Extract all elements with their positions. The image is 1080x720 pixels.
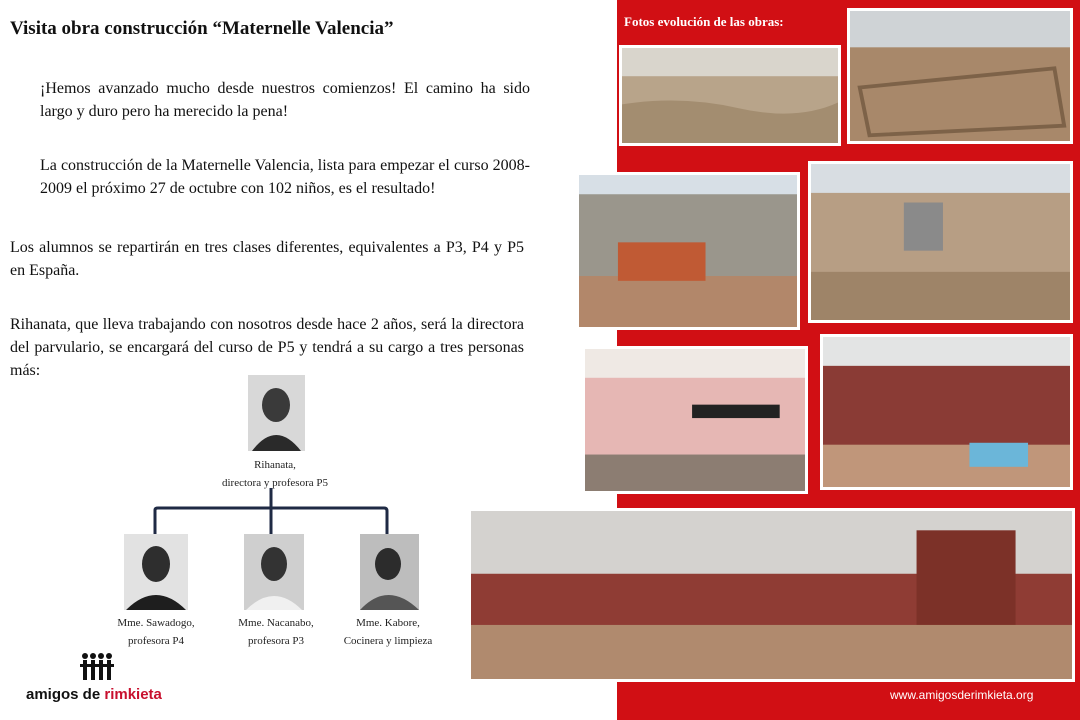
logo-text-left: amigos de (26, 686, 105, 703)
director-portrait (248, 375, 305, 451)
staff-portrait-kabore (360, 534, 419, 610)
director-paragraph: Rihanata, que lleva trabajando con nosotros desde hace 2 años, será la directora del parvulario, se encargará del curso de P5 y tendrá a su cargo a tres personas más: (10, 316, 524, 379)
construction-photo-1 (619, 45, 841, 146)
website-url[interactable]: www.amigosderimkieta.org (890, 688, 1034, 702)
rimkieta-logo-icon (80, 652, 114, 684)
logo-text (26, 686, 162, 703)
page-title: Visita obra construcción “Maternelle Valencia” (10, 18, 394, 39)
construction-photo-4 (808, 161, 1073, 323)
classroom-photo (582, 346, 808, 494)
director-caption (170, 456, 380, 492)
construction-photo-2 (847, 8, 1073, 144)
staff-caption-sawadogo (100, 614, 212, 650)
staff-portrait-sawadogo (124, 534, 188, 610)
staff-portrait-nacanabo (244, 534, 304, 610)
staff-name: Mme. Sawadogo, (117, 617, 195, 629)
staff-role: profesora P4 (128, 635, 184, 647)
completed-school-photo (468, 508, 1075, 682)
director-name: Rihanata, (254, 459, 296, 471)
logo-text-right: rimkieta (104, 686, 162, 703)
construction-paragraph: La construcción de la Maternelle Valencia, lista para empezar el curso 2008-2009 el próximo 27 de octubre con 102 niños, es el resultado! (40, 157, 530, 197)
school-building-photo (820, 334, 1073, 490)
org-chart-connectors (150, 488, 395, 538)
staff-name: Mme. Nacanabo, (238, 617, 314, 629)
staff-caption-kabore (326, 614, 450, 650)
staff-caption-nacanabo (220, 614, 332, 650)
construction-photo-3 (576, 172, 800, 330)
director-role: directora y profesora P5 (222, 477, 328, 489)
staff-name: Mme. Kabore, (356, 617, 420, 629)
photos-label: Fotos evolución de las obras: (624, 14, 784, 29)
staff-role: Cocinera y limpieza (343, 635, 433, 647)
staff-role: profesora P3 (248, 635, 304, 647)
intro-paragraph: ¡Hemos avanzado mucho desde nuestros comienzos! El camino ha sido largo y duro pero ha merecido la pena! (40, 80, 530, 120)
classes-paragraph: Los alumnos se repartirán en tres clases diferentes, equivalentes a P3, P4 y P5 en España. (10, 239, 524, 279)
